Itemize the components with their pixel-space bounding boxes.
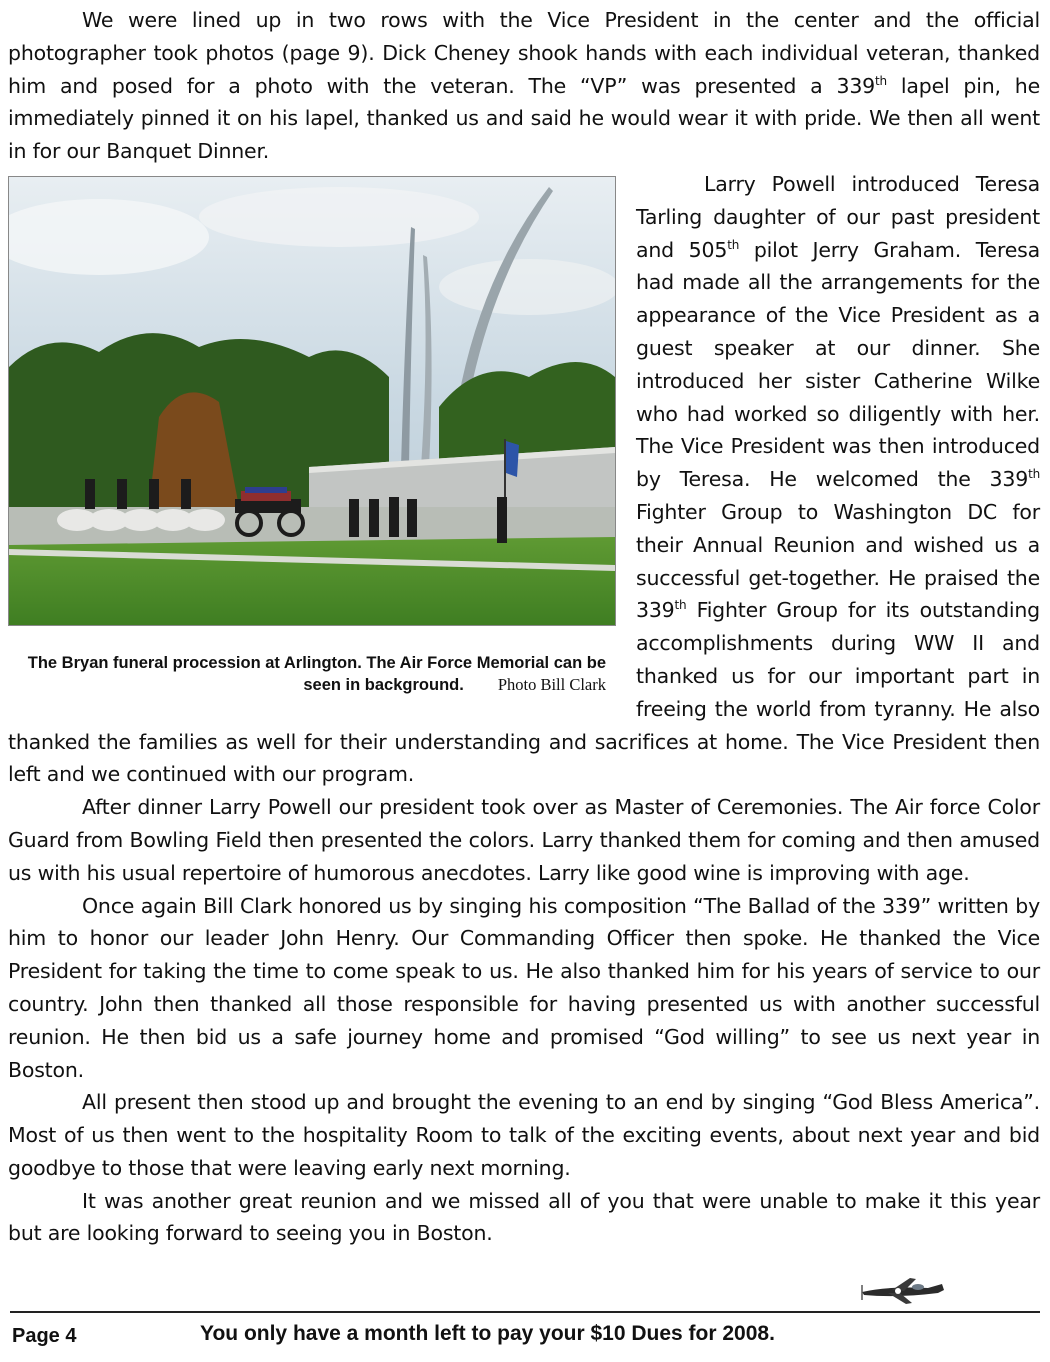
paragraph-3: After dinner Larry Powell our president took over as Master of Ceremonies. The Air force Color Guard from Bowling Field then presented the colors. Larry thanked them for coming and then amused us with his usual repertoire of humorous anecdotes. Larry like good wine is improving with age. <box>8 795 1040 885</box>
ordinal-suffix: th <box>674 598 687 613</box>
ordinal-suffix: th <box>875 73 887 88</box>
paragraph-1 <box>8 4 1040 168</box>
paragraph-2-text-c: Fighter Group to Washington DC for their Annual Reunion and wished us a successful get-together. He praised the 339 <box>636 499 1040 623</box>
paragraph-2-text-a: Larry Powell introduced Teresa Tarling daughter of our past president and 505 <box>636 171 1040 262</box>
photo-caption <box>8 626 620 696</box>
page-number: Page 4 <box>12 1325 77 1347</box>
paragraph-6: It was another great reunion and we missed all of you that were unable to make it this year but are looking forward to seeing you in Boston. <box>8 1188 1040 1246</box>
paragraph-4: Once again Bill Clark honored us by singing his composition “The Ballad of the 339” written by him to honor our leader John Henry. Our Commanding Officer then spoke. He thanked the Vice President for taking the time to come speak to us. He also thanked him for his years of service to our country. John then thanked all those responsible for having presented us with another successful reunion. He then bid us a safe journey home and promised “God willing” to see us next year in Boston. <box>8 893 1040 1082</box>
photo-credit: Photo Bill Clark <box>497 674 606 694</box>
article-body <box>8 4 1040 1250</box>
ordinal-suffix: th <box>1028 467 1040 482</box>
dues-reminder: You only have a month left to pay your $10 Dues for 2008. <box>200 1322 775 1345</box>
paragraph-1-text-a: We were lined up in two rows with the Vice President in the center and the official photographer took photos (page 9). Dick Cheney shook hands with each individual veteran, thanked him and posed for a photo with the veteran. The “VP” was presented a 339 <box>8 8 1040 98</box>
paragraph-1-text-b: lapel pin, he immediately pinned it on his lapel, thanked us and said he would wear it with pride. We then all went in for our Banquet Dinner. <box>8 73 1040 164</box>
caption-text: The Bryan funeral procession at Arlington. The Air Force Memorial can be seen in background. <box>27 653 606 694</box>
ordinal-suffix: th <box>727 237 740 252</box>
paragraph-5: All present then stood up and brought the evening to an end by singing “God Bless America”. Most of us then went to the hospitality Room to talk of the exciting events, about next year and bid goodbye to those that were leaving early next morning. <box>8 1090 1040 1180</box>
p51-mustang-icon <box>858 1276 948 1306</box>
footer-divider <box>10 1311 1040 1313</box>
paragraph-2-text-b: pilot Jerry Graham. Teresa had made all the arrangements for the appearance of the Vice President as a guest speaker at our dinner. She introduced her sister Catherine Wilke who had worked so diligently with her. The Vice President was then introduced by Teresa. He welcomed the 339 <box>636 237 1040 492</box>
funeral-procession-photo <box>8 176 616 626</box>
paragraph-2-text-d: Fighter Group for its outstanding accomplishments during WW II and thanked us for our important part in freeing the world from tyranny. He also thanked the families as well for their understanding and sacrifices at home. The Vice President then left and we continued with our program. <box>8 598 1040 787</box>
photo-figure <box>8 176 620 696</box>
